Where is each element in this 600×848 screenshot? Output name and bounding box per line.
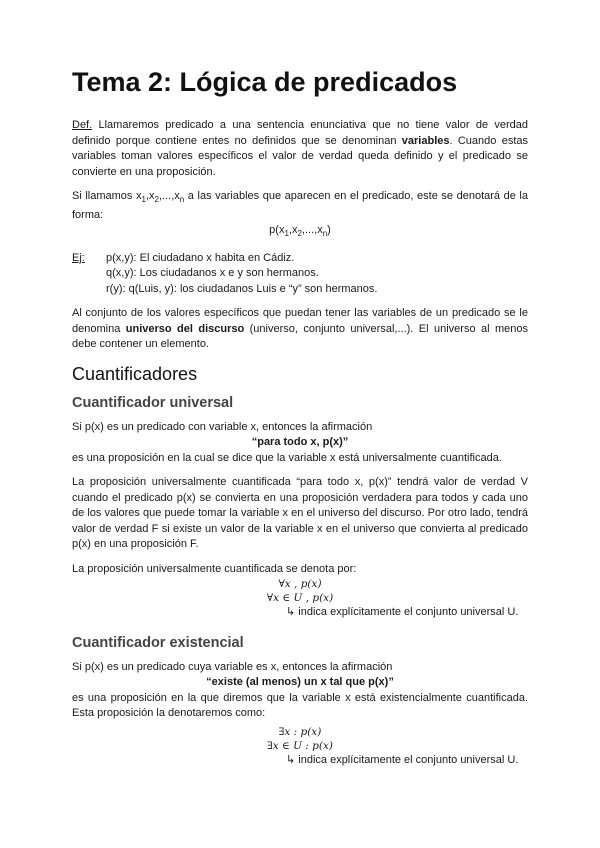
formula-part: p(x <box>269 224 285 237</box>
variables-text-end: a las variables que aparecen en el predicado, este se denotará de la forma: <box>72 190 528 221</box>
example-line: r(y): q(Luis, y): los ciudadanos Luis e “y” son hermanos. <box>106 282 378 295</box>
existential-note: ↳ indica explícitamente el conjunto universal U. <box>286 753 519 766</box>
predicate-formula <box>72 223 528 242</box>
page-title: Tema 2: Lógica de predicados <box>72 67 458 97</box>
subscript: n <box>322 229 328 239</box>
existential-intro: Si p(x) es un predicado cuya variable es x, entonces la afirmación <box>72 660 393 673</box>
universal-formula-1: ∀x , p(x) <box>278 578 322 591</box>
document-page <box>72 66 528 768</box>
definition-text-end: . Cuando estas variables toman valores específicos el valor de verdad queda definido y el predicado se convierte en una proposición. <box>72 134 528 178</box>
existential-formula-2: ∃x ∈ U : p(x) <box>267 739 333 752</box>
universal-note: ↳ indica explícitamente el conjunto universal U. <box>286 606 519 619</box>
variables-paragraph <box>72 189 528 223</box>
definition-bold-term: variables <box>401 134 450 147</box>
definition-paragraph <box>72 118 528 180</box>
universe-text-end: (universo, conjunto universal,...). El universo al menos debe contener un elemento. <box>72 322 528 351</box>
universe-bold-term: universo del discurso <box>125 322 245 335</box>
examples-block <box>72 251 528 298</box>
example-line: p(x,y): El ciudadano x habita en Cádiz. <box>106 251 295 264</box>
section-title-quantifiers: Cuantificadores <box>72 363 198 384</box>
universe-text: Al conjunto de los valores específicos que puedan tener las variables de un predicado se le denomina <box>72 307 528 335</box>
universal-statement: “para todo x, p(x)” <box>251 436 349 449</box>
subscript: 2 <box>297 229 302 239</box>
examples-list <box>106 251 377 298</box>
existential-formula-1: ∃x : p(x) <box>278 725 322 738</box>
universal-truth-paragraph: La proposición universalmente cuantificada “para todo x, p(x)” tendrá valor de verdad V cuando el predicado p(x) se convierta en una proposición verdadera para todos y cada uno de los valores que puede tomar la variable x en el universo del discurso. Por otro lado, tendrá valor de verdad F si existe un valor de la variable x en el universo que convierta al predicado p(x) en una proposición F. <box>72 476 528 551</box>
universal-intro: Si p(x) es un predicado con variable x, entonces la afirmación <box>72 420 373 433</box>
subscript: 2 <box>154 195 159 205</box>
universal-after: es una proposición en la cual se dice que la variable x está universalmente cuantificada. <box>72 451 502 464</box>
subscript: n <box>179 195 185 205</box>
variables-text: Si llamamos x <box>72 190 142 202</box>
subscript: 1 <box>141 195 146 205</box>
existential-after: es una proposición en la que diremos que la variable x está existencialmente cuantificada. Esta proposición la denotaremos como: <box>72 691 528 720</box>
formula-part: ,...,x <box>301 224 323 237</box>
existential-statement: “existe (al menos) un x tal que p(x)” <box>206 676 394 689</box>
example-line: q(x,y): Los ciudadanos x e y son hermanos. <box>106 267 319 280</box>
definition-text: Llamaremos predicado a una sentencia enunciativa que no tiene valor de verdad definido porque contiene entes no definidos que se denominan <box>72 119 528 147</box>
subscript: 1 <box>284 229 289 239</box>
formula-part: ) <box>327 224 331 237</box>
subsection-title-universal: Cuantificador universal <box>72 395 234 412</box>
subsection-title-existential: Cuantificador existencial <box>72 635 244 652</box>
formula-part: ,x <box>288 224 298 237</box>
definition-label: Def. <box>72 119 93 131</box>
universal-formula-2: ∀x ∈ U , p(x) <box>266 592 334 605</box>
universal-denote: La proposición universalmente cuantificada se denota por: <box>72 562 357 575</box>
examples-label: Ej: <box>72 251 85 264</box>
variables-text: ,...,x <box>158 190 180 202</box>
variables-text: ,x <box>145 190 155 202</box>
universe-paragraph <box>72 306 528 353</box>
